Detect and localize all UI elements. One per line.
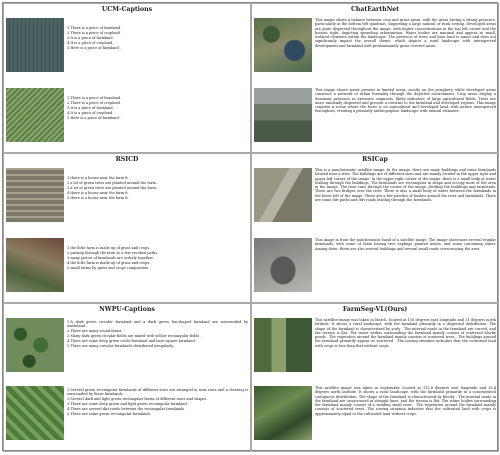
caption-line: 5.there is a house near the farm fi .: [67, 195, 130, 200]
caption-entry: [254, 18, 496, 72]
panel-nwpu-captions: [3, 303, 251, 452]
caption-entry: [254, 318, 496, 372]
caption-line: 4.There are some deep green circle farmland and bare square farmland .: [67, 338, 197, 343]
caption-line: 4.there is a house near the farm fi .: [67, 190, 130, 195]
satellite-image: [254, 386, 312, 440]
satellite-image: [6, 168, 64, 222]
caption-entry: [254, 88, 496, 142]
satellite-image: [254, 88, 312, 142]
caption-entry: [6, 168, 248, 222]
caption-line: 2.There is a piece of cropland .: [67, 30, 123, 35]
caption-line: 2.passing through the farm to a few crooked paths .: [67, 250, 160, 255]
caption-list: [64, 18, 248, 72]
caption-entry: [6, 238, 248, 292]
satellite-image: [254, 238, 312, 292]
panel-title: NWPU-Captions: [99, 306, 155, 313]
caption-line: 2.Several dark and light green rectangular farms of different sizes and shapes .: [67, 397, 209, 402]
panel-ucm-captions: [3, 3, 251, 153]
caption-line: 1.There is a piece of farmland .: [67, 26, 123, 30]
caption-line: 1.the little farm is made up of grass and crops .: [67, 246, 152, 250]
panel-rsicd: [3, 153, 251, 303]
caption-line: 5.Here is a piece of farmland .: [67, 115, 121, 120]
caption-entry: [254, 238, 496, 292]
caption-paragraph: This image shows water present in limited areas, mostly on the periphery, while developed areas construct a network of urban formality through the depicted environment. Crop areas display a dominant presence as extensive segments, likely indicative of large agricultural fields. Trees are more randomly dispersed and present a contrast to the farmland and developed regions. This image conjures a scene where the focus is on agricultural and developed land, with nature interspersed throughout, creating a primarily anthropogenic landscape with natural elements.: [315, 88, 496, 114]
caption-list: [64, 88, 248, 142]
caption-line: 4.There are several dirt roads between the rectangular farmlands .: [67, 406, 187, 411]
satellite-image: [6, 18, 64, 72]
caption-line: 3.It is a piece of farmland .: [67, 105, 115, 110]
panel-title: UCM-Captions: [101, 6, 153, 13]
caption-list: [64, 238, 248, 292]
caption-line: 2.There are many round farms .: [67, 329, 124, 334]
caption-line: 4.It is a piece of cropland .: [67, 40, 115, 45]
caption-line: 2.There is a piece of cropland .: [67, 100, 123, 105]
caption-entry: [254, 386, 496, 440]
caption-line: 3.Many dark green circular fields are mixed with yellow rectangular fields .: [67, 334, 202, 339]
caption-paragraph: This image is from the panchromatic band of a satellite image. The image showcases several regular farmlands, with some of them having tree saplings planted inside, and some containing water. Among them, there are also several buildings and several small roads crisscrossing the area.: [315, 238, 496, 251]
caption-entry: [6, 318, 248, 372]
caption-line: 5.small farms by grass and crops composition .: [67, 265, 151, 270]
caption-entry: [254, 168, 496, 222]
caption-entry: [6, 18, 248, 72]
panel-title: RSICap: [362, 156, 388, 163]
panel-farmseg-vl: [251, 303, 499, 452]
caption-line: 1.there is a house near the farm fi .: [67, 176, 130, 180]
caption-line: 5.There are some green rectangular farmlands: [67, 411, 151, 416]
caption-list: [64, 386, 248, 440]
caption-line: 3.There are some deep green and light green rectangular farmland .: [67, 402, 189, 407]
caption-line: 3.It is a piece of farmland .: [67, 35, 115, 40]
caption-paragraph: This satellite image was taken in September, located at 115.8 degrees east longitude and 35.4 degrees north latitude. It shows a rural landscape, with the farmland primarily in a concentrated contiguous distribution. The shape of the farmland is characterized by blocky . The internal roads in the farmland are crisscrossed in straight lines, and the terrain is flat. The water bodies surrounding the farmland mainly consist of a winding small river . The vegetation around the farmland mainly consists of scattered trees. The sowing situation indicates that the cultivated land with crops is approximately equal to the cultivated land without crops.: [315, 386, 496, 416]
caption-line: 1.There is a piece of farmland .: [67, 96, 123, 100]
panel-title: RSICD: [115, 156, 139, 163]
satellite-image: [254, 318, 312, 372]
caption-list: [64, 318, 248, 372]
caption-paragraph: This image shows a balance between crop and grass areas, with the grass having a strong presence, particularly in the bottom left quadrant, suggesting a large natural or rural setting. Developed areas are quite dispersed throughout the image, with higher concentrations in the top left corner and the bottom right, depicting sprawling urbanization. Water bodies are minimal and appear as small, isolated elements within the landscape. The presence of trees and bare land is minor and does not significantly impact the overall theme, which depicts a rural landscape with interspersed development and farmland with predominantly grass-covered areas.: [315, 18, 496, 48]
satellite-image: [6, 238, 64, 292]
satellite-image: [254, 168, 312, 222]
caption-line: 4.the little farm is made up of grass and crops .: [67, 260, 152, 265]
caption-line: 3.a lot of green trees are planted around the farm .: [67, 185, 158, 190]
caption-entry: [6, 88, 248, 142]
caption-line: 2.a lot of green trees are planted around the farm .: [67, 180, 158, 185]
caption-line: 5.Here is a piece of farmland .: [67, 45, 121, 50]
caption-paragraph: This satellite image was taken in March, located at 116 degrees east longitude and 31 degrees north latitude. It shows a rural landscape, with the farmland primarily in a dispersed distribution. The shape of the farmland is characterized by scaly . The internal roads in the farmland are curved, and the terrain is flat. The water bodies surrounding the farmland mainly consist of scattered blocky ponds . The vegetation around the farmland mainly consists of scattered trees . The buildings around the farmland primarily appear as scattered . The sowing situation indicates that the cultivated land with crops is less than that without crops.: [315, 318, 496, 348]
satellite-image: [6, 88, 64, 142]
comparison-grid: [2, 2, 498, 451]
satellite-image: [6, 318, 64, 372]
caption-entry: [6, 386, 248, 440]
panel-rsicap: [251, 153, 499, 303]
caption-paragraph: This is a panchromatic satellite image. In the image, there are many buildings and some farmlands located near a river. The buildings are of different sizes and are mainly located in the upper right and upper left corner of the image. In the upper right corner of the image, there is a small body of water leading through the buildings. The farmlands are rectangular in shape and occupy most of the area in the image. The river runs through the center of the image, dividing the buildings and farmlands. There are two bridges over the river. There is also a small body of water between the farmlands in the lower left of the image. There are a few patches of bushes around the river and farmlands. There are some dirt paths and dirt roads leading through the farmlands.: [315, 168, 496, 203]
satellite-image: [6, 386, 64, 440]
caption-list: [64, 168, 248, 222]
panel-title: ChatEarthNet: [350, 6, 400, 13]
caption-line: 5.There are many circular farmlands distributed irregularly .: [67, 343, 176, 348]
caption-line: 1.A dark green circular farmland and a dark green fan-shaped farmland are surrounded by wasteland .: [67, 320, 248, 329]
caption-line: 1.Several green rectangular farmlands of different sizes are arranged in neat rows and a clearing is surrounded by these farmlands .: [67, 388, 248, 397]
panel-chatearthnet: [251, 3, 499, 153]
caption-line: 3.many pieces of farmlands are orderly together .: [67, 255, 156, 260]
panel-title: FarmSeg-VL(Ours): [342, 306, 408, 313]
caption-line: 4.It is a piece of cropland .: [67, 110, 115, 115]
satellite-image: [254, 18, 312, 72]
